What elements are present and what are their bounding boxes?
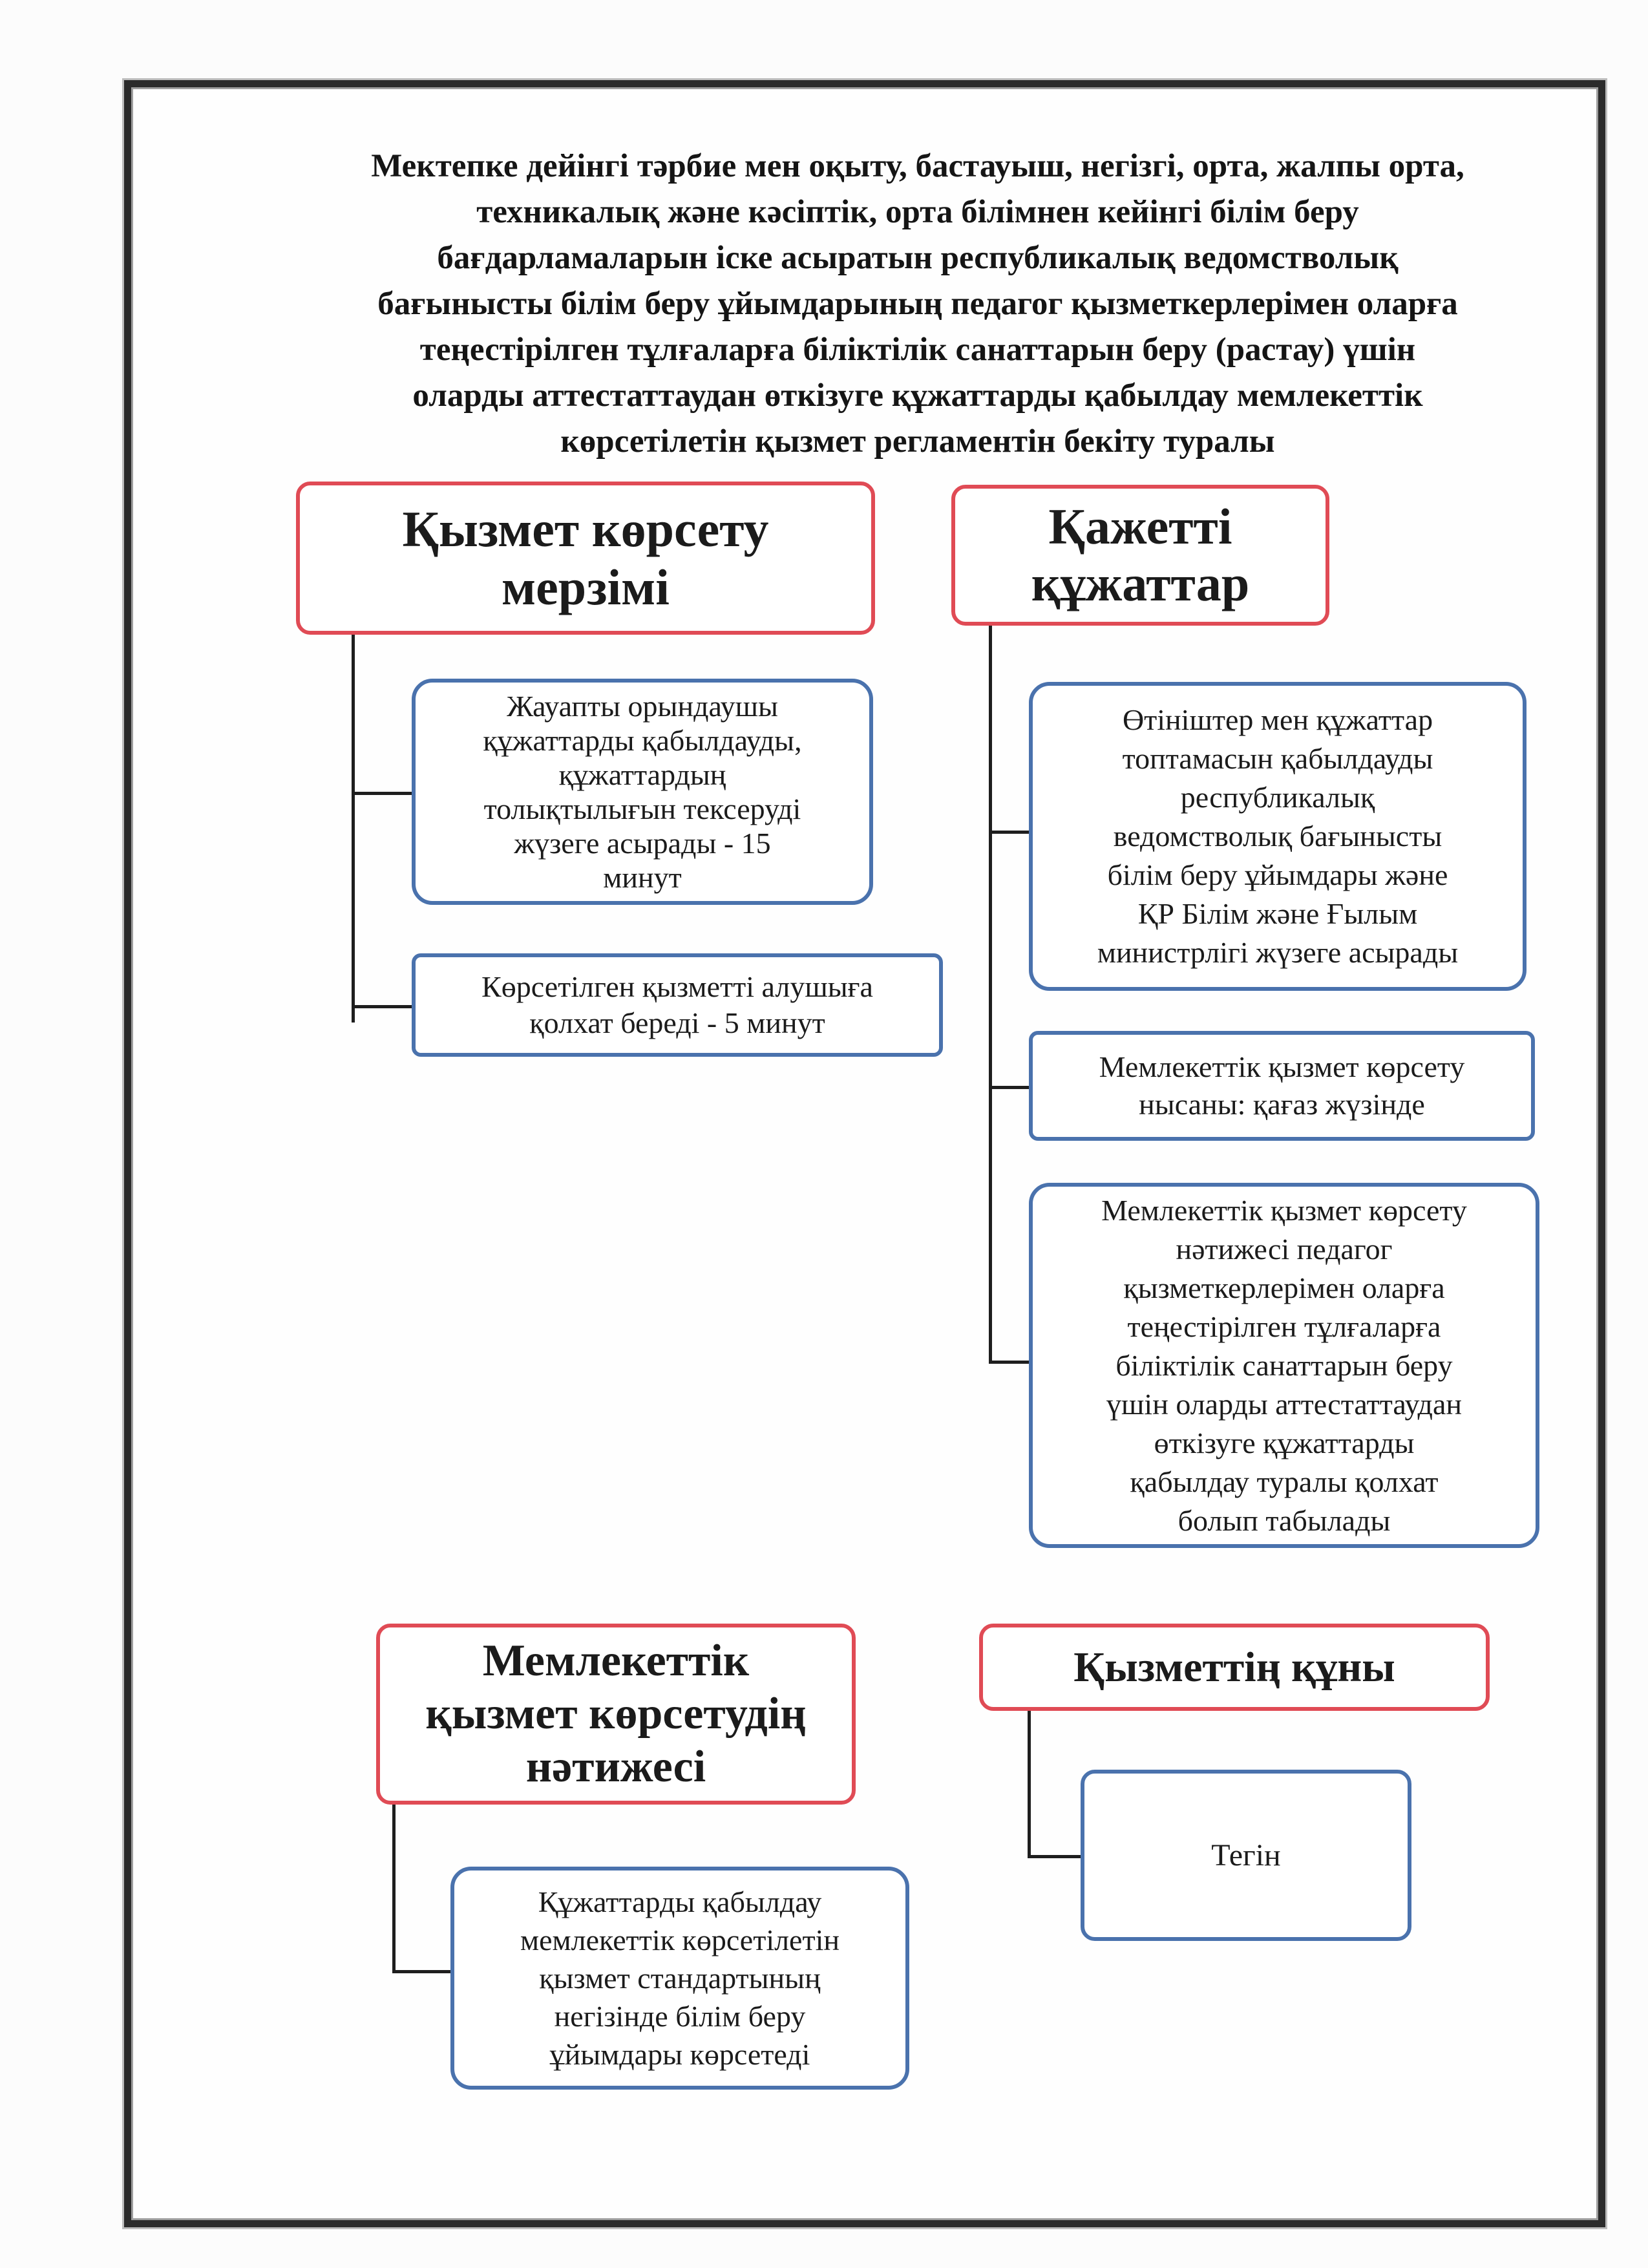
documents-connector-branch-1 <box>989 831 1029 834</box>
documents-connector-branch-3 <box>989 1361 1029 1364</box>
term-connector-branch-1 <box>352 792 412 795</box>
term-item-duration-5: Көрсетілген қызметті алушыға қолхат береді - 5 минут <box>412 953 943 1057</box>
result-connector-branch <box>392 1970 450 1973</box>
documents-item-form: Мемлекеттік қызмет көрсету нысаны: қағаз жүзінде <box>1029 1031 1535 1141</box>
result-item-standard: Құжаттарды қабылдау мемлекеттік көрсетілетін қызмет стандартының негізінде білім беру ұйымдары көрсетеді <box>450 1867 909 2090</box>
cost-connector-vertical <box>1028 1711 1031 1858</box>
page-title: Мектепке дейінгі тәрбие мен оқыту, бастауыш, негізгі, орта, жалпы орта, техникалық және кәсіптік, орта білімнен кейінгі білім беру бағдарламаларын іске асыратын республикалық ведомстволық бағынысты білім беру ұйымдарының педагог қызметкерлерімен оларға теңестірілген тұлғаларға біліктілік санаттарын беру (растау) үшін оларды аттестаттаудан өткізуге құжаттарды қабылдау мемлекеттік көрсетілетін қызмет регламентін бекіту туралы <box>371 148 1464 460</box>
documents-connector-vertical <box>989 626 992 1362</box>
term-connector-branch-2 <box>352 1005 412 1008</box>
term-item-duration-15: Жауапты орындаушы құжаттарды қабылдауды, құжаттардың толықтылығын тексеруді жүзеге асырады - 15 минут <box>412 679 873 905</box>
term-header: Қызмет көрсету мерзімі <box>296 482 875 635</box>
cost-item-free: Тегін <box>1081 1770 1411 1941</box>
documents-header: Қажетті құжаттар <box>951 485 1329 626</box>
result-header: Мемлекеттік қызмет көрсетудің нәтижесі <box>376 1624 856 1805</box>
documents-item-outcome: Мемлекеттік қызмет көрсету нәтижесі педагог қызметкерлерімен оларға теңестірілген тұлғаларға біліктілік санаттарын беру үшін оларды аттестаттаудан өткізуге құжаттарды қабылдау туралы қолхат болып табылады <box>1029 1183 1539 1548</box>
cost-connector-branch <box>1028 1855 1083 1858</box>
documents-connector-branch-2 <box>989 1086 1029 1089</box>
documents-item-acceptance: Өтініштер мен құжаттар топтамасын қабылдауды республикалық ведомстволық бағынысты білім беру ұйымдары және ҚР Білім және Ғылым министрлігі жүзеге асырады <box>1029 682 1527 991</box>
result-connector-vertical <box>392 1805 396 1973</box>
term-connector-vertical <box>352 635 355 1023</box>
cost-header: Қызметтің құны <box>979 1624 1490 1711</box>
